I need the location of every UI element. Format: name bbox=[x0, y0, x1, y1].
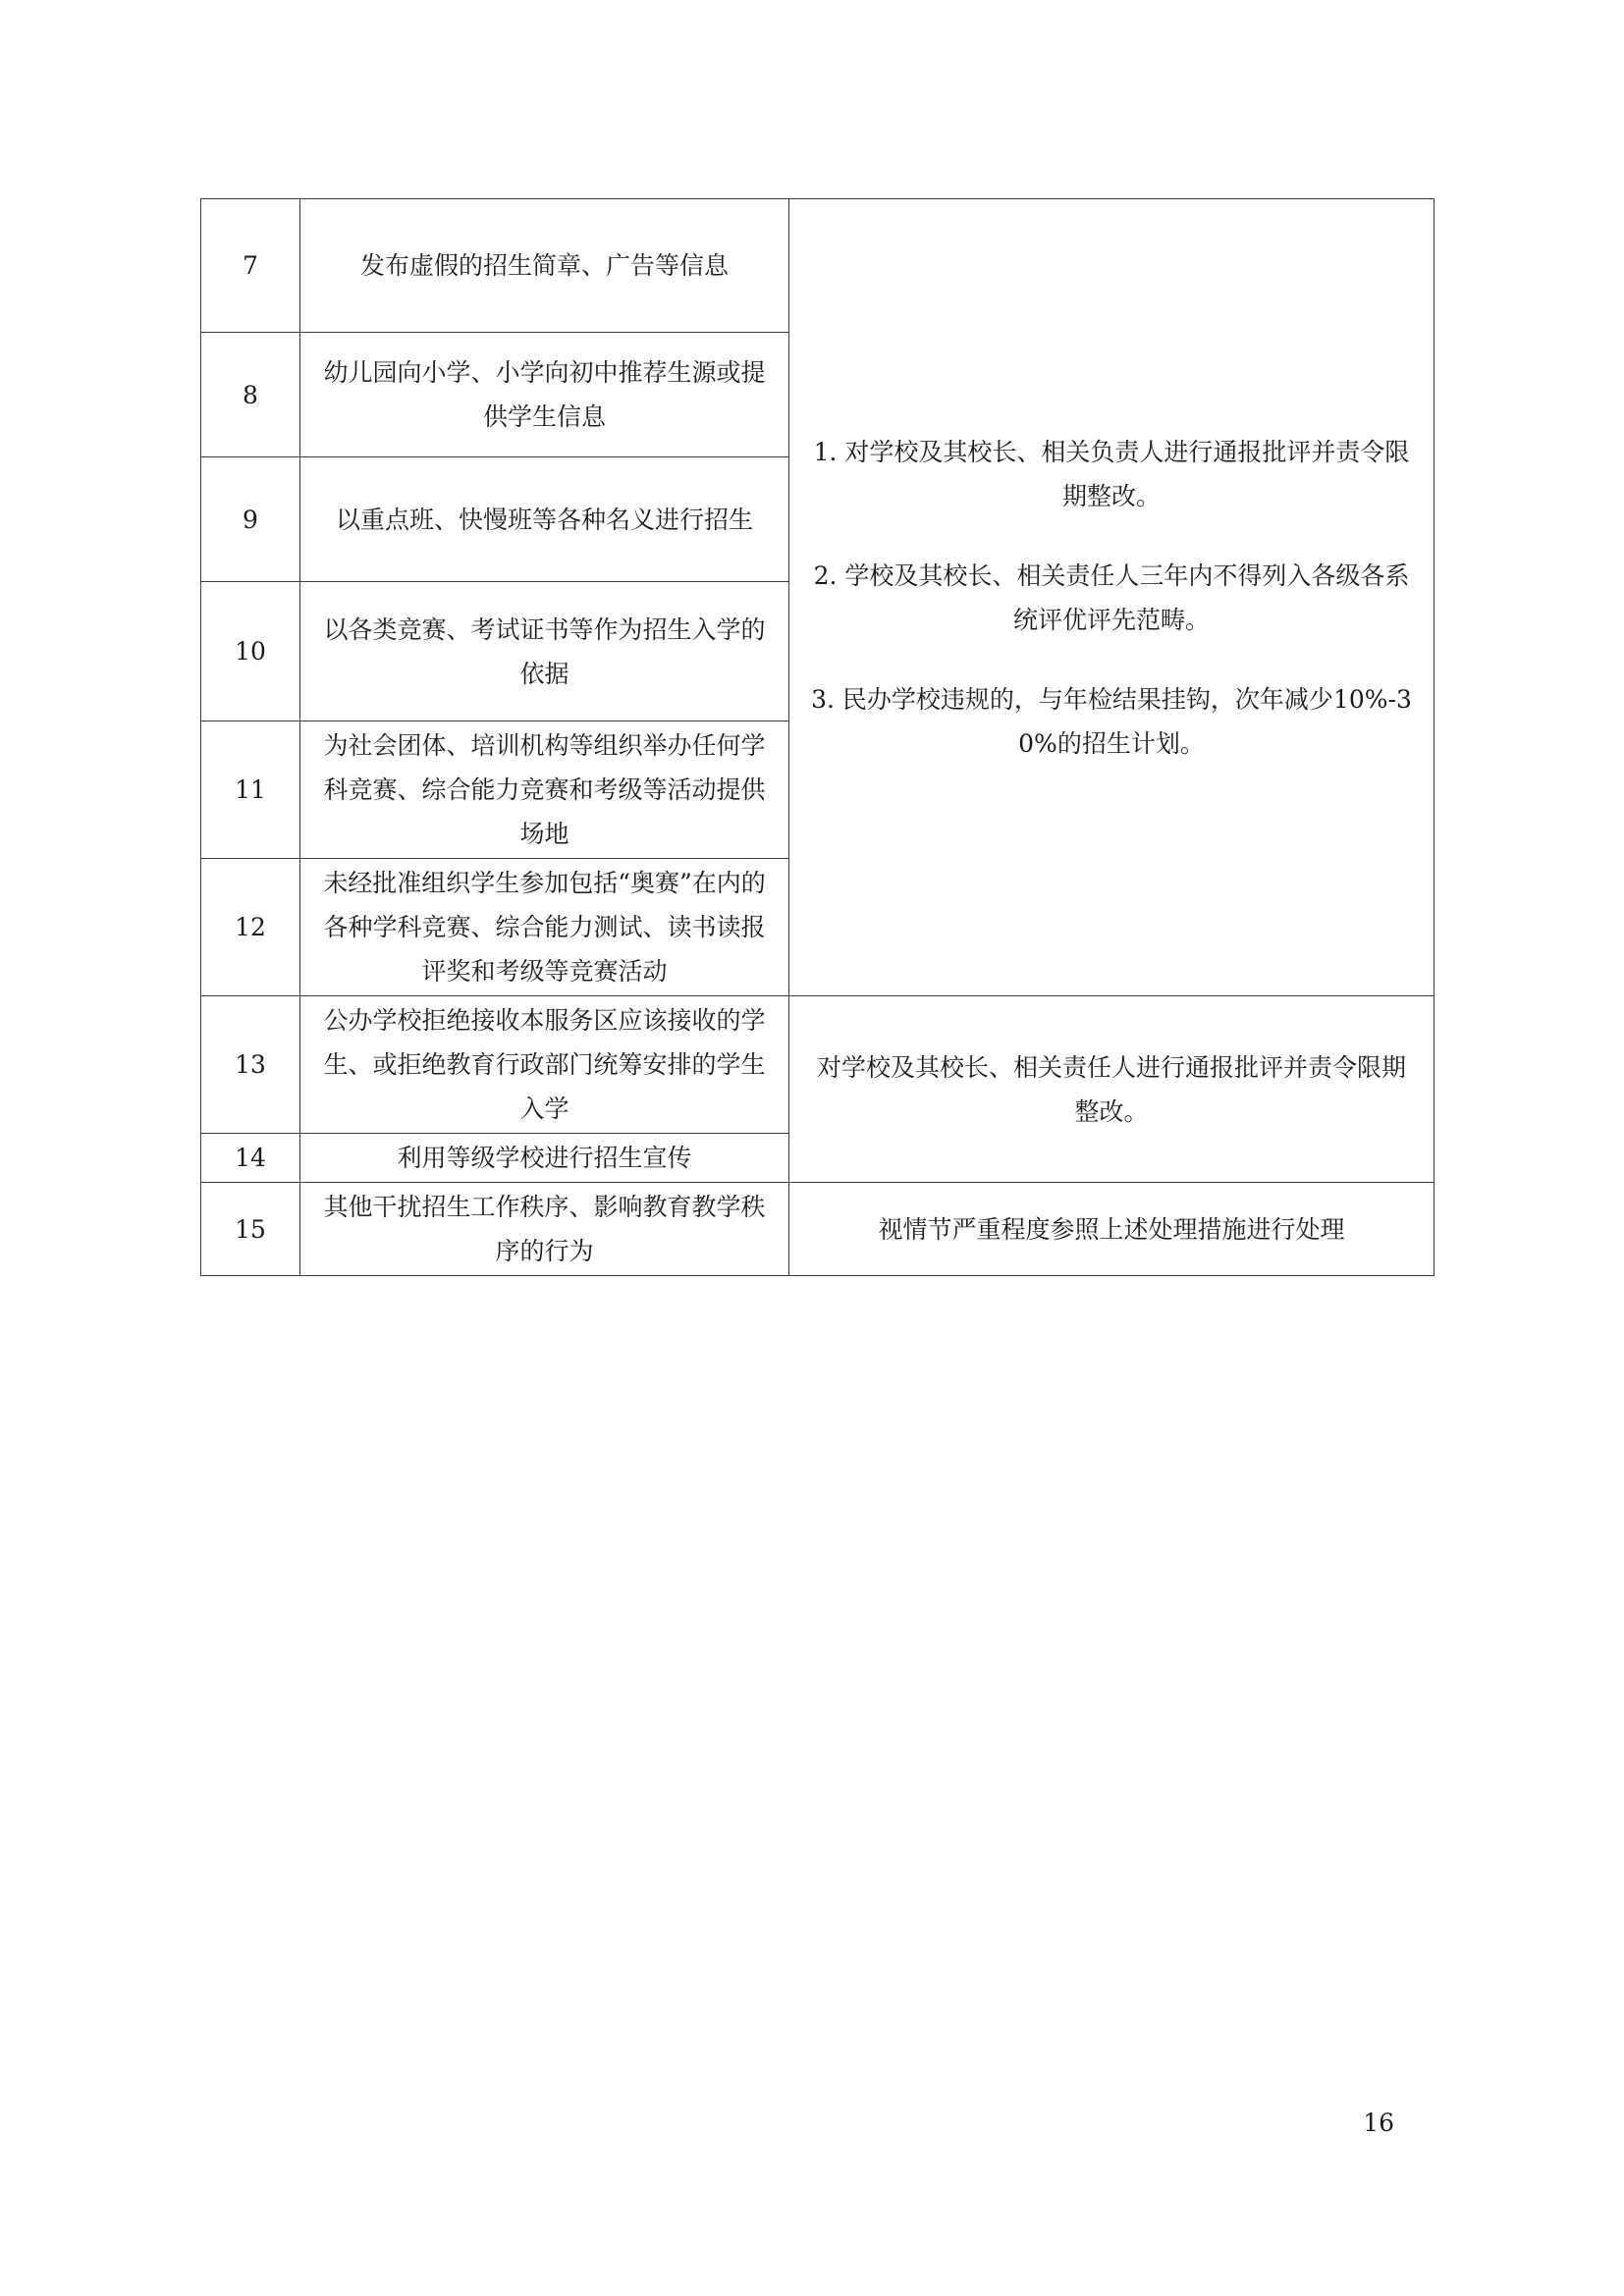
violation-item: 以各类竞赛、考试证书等作为招生入学的依据 bbox=[300, 582, 789, 721]
violation-item: 幼儿园向小学、小学向初中推荐生源或提供学生信息 bbox=[300, 333, 789, 457]
row-number: 7 bbox=[201, 199, 300, 333]
penalty-measures-cell bbox=[789, 199, 1435, 996]
violation-item: 以重点班、快慢班等各种名义进行招生 bbox=[300, 457, 789, 582]
page-number: 16 bbox=[1363, 2109, 1394, 2137]
row-number: 8 bbox=[201, 333, 300, 457]
row-number: 14 bbox=[201, 1134, 300, 1183]
violation-item: 为社会团体、培训机构等组织举办任何学科竞赛、综合能力竞赛和考级等活动提供场地 bbox=[300, 721, 789, 859]
row-number: 9 bbox=[201, 457, 300, 582]
penalty-measure-3: 3. 民办学校违规的，与年检结果挂钩，次年减少10%-30%的招生计划。 bbox=[811, 684, 1412, 758]
violation-item: 利用等级学校进行招生宣传 bbox=[300, 1134, 789, 1183]
violation-measures-table bbox=[200, 198, 1435, 1276]
violation-item: 其他干扰招生工作秩序、影响教育教学秩序的行为 bbox=[300, 1183, 789, 1276]
row-number: 11 bbox=[201, 721, 300, 859]
row-number: 10 bbox=[201, 582, 300, 721]
penalty-measures-cell: 视情节严重程度参照上述处理措施进行处理 bbox=[789, 1183, 1435, 1276]
violation-item: 发布虚假的招生简章、广告等信息 bbox=[300, 199, 789, 333]
table-row bbox=[201, 1183, 1435, 1276]
penalty-measure-2: 2. 学校及其校长、相关责任人三年内不得列入各级各系统评优评先范畴。 bbox=[813, 561, 1410, 634]
penalty-measures-cell: 对学校及其校长、相关责任人进行通报批评并责令限期整改。 bbox=[789, 996, 1435, 1183]
table-row bbox=[201, 996, 1435, 1134]
row-number: 15 bbox=[201, 1183, 300, 1276]
row-number: 13 bbox=[201, 996, 300, 1134]
row-number: 12 bbox=[201, 859, 300, 996]
table-row bbox=[201, 199, 1435, 333]
violation-item: 未经批准组织学生参加包括“奥赛”在内的各种学科竞赛、综合能力测试、读书读报评奖和考级等竞赛活动 bbox=[300, 859, 789, 996]
violation-item: 公办学校拒绝接收本服务区应该接收的学生、或拒绝教育行政部门统筹安排的学生入学 bbox=[300, 996, 789, 1134]
penalty-measure-1: 1. 对学校及其校长、相关负责人进行通报批评并责令限期整改。 bbox=[813, 437, 1410, 510]
